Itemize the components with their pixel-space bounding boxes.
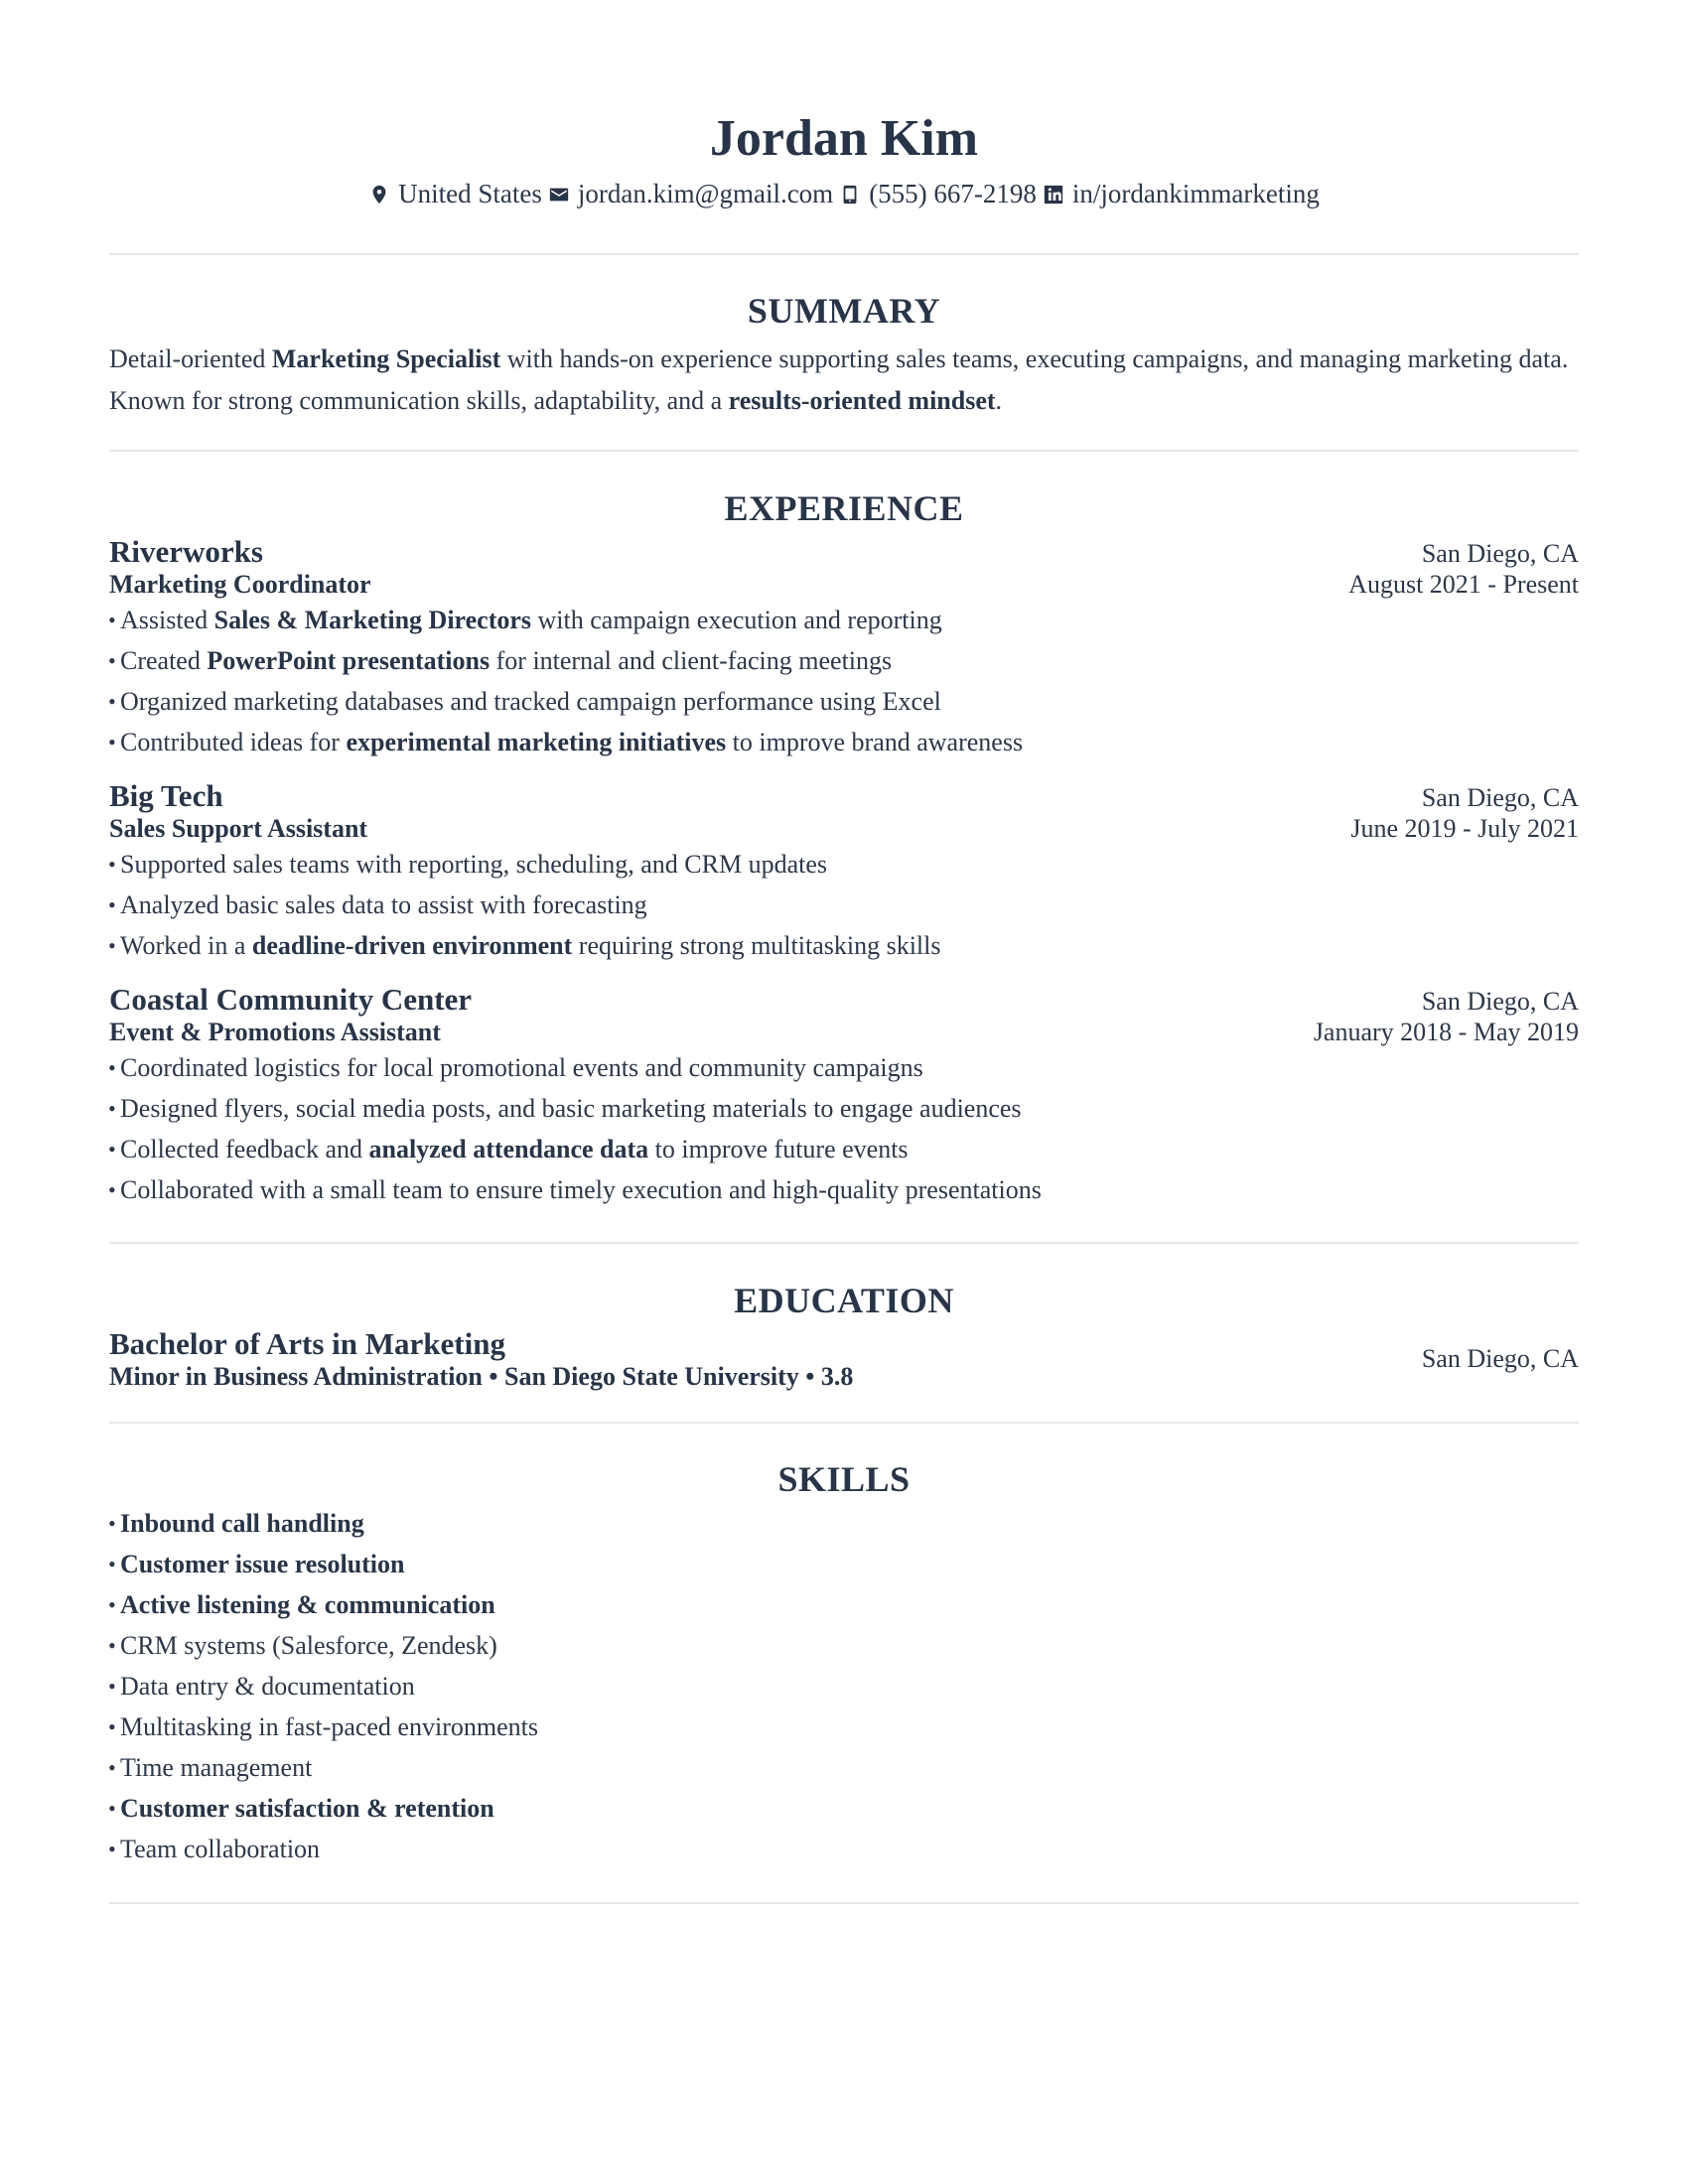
job-title: Event & Promotions Assistant <box>109 1018 441 1046</box>
summary-text-part: . <box>995 386 1003 415</box>
skill-text: Inbound call handling <box>120 1509 364 1538</box>
list-item <box>109 1169 1579 1210</box>
text-part: Organized marketing databases and tracked campaign performance using Excel <box>120 687 941 716</box>
skill-text: Multitasking in fast-paced environments <box>120 1712 538 1741</box>
skill-text: Team collaboration <box>120 1835 321 1863</box>
job-dates: June 2019 - July 2021 <box>1350 814 1579 843</box>
list-item <box>109 1788 1579 1829</box>
text-part: for internal and client-facing meetings <box>490 646 893 675</box>
skill-text: Data entry & documentation <box>120 1672 415 1701</box>
text-part: Collected feedback and <box>120 1135 369 1163</box>
education-location: San Diego, CA <box>1421 1344 1579 1373</box>
linkedin-text[interactable]: in/jordankimmarketing <box>1071 179 1320 208</box>
text-part: to improve brand awareness <box>726 728 1024 756</box>
experience-heading: EXPERIENCE <box>724 488 964 528</box>
text-part: Worked in a <box>120 931 252 960</box>
list-item <box>109 600 1579 640</box>
job-entry <box>109 534 1579 762</box>
list-item <box>109 1503 1579 1544</box>
text-part: Designed flyers, social media posts, and basic marketing materials to engage audiences <box>120 1094 1022 1123</box>
contact-linkedin[interactable] <box>1043 179 1320 209</box>
text-part: Analyzed basic sales data to assist with forecasting <box>120 890 647 919</box>
job-title: Marketing Coordinator <box>109 570 371 599</box>
list-item <box>109 1666 1579 1706</box>
job-bullets <box>109 600 1579 762</box>
skill-text: Active listening & communication <box>120 1590 495 1619</box>
text-part: to improve future events <box>648 1135 909 1163</box>
text-part: experimental marketing initiatives <box>346 728 727 756</box>
job-entry <box>109 778 1579 966</box>
skill-text: Customer satisfaction & retention <box>120 1794 494 1823</box>
email-icon <box>548 184 570 205</box>
job-header-row <box>109 534 1579 570</box>
text-part: requiring strong multitasking skills <box>572 931 941 960</box>
list-item <box>109 1129 1579 1169</box>
degree-details: Minor in Business Administration • San Diego State University • 3.8 <box>109 1362 854 1391</box>
job-location: San Diego, CA <box>1421 783 1579 812</box>
list-item <box>109 925 1579 966</box>
skill-text: CRM systems (Salesforce, Zendesk) <box>120 1631 497 1660</box>
skills-heading: SKILLS <box>777 1459 911 1499</box>
text-part: Coordinated logistics for local promotional events and community campaigns <box>120 1053 923 1082</box>
education-entry <box>109 1326 1579 1392</box>
text-part: Supported sales teams with reporting, scheduling, and CRM updates <box>120 850 828 879</box>
skill-text: Customer issue resolution <box>120 1550 405 1578</box>
divider <box>109 450 1579 452</box>
list-item <box>109 1088 1579 1129</box>
job-role-row <box>109 814 1579 844</box>
text-part: analyzed attendance data <box>368 1135 649 1163</box>
degree-title: Bachelor of Arts in Marketing <box>109 1326 505 1361</box>
contact-location <box>368 179 542 209</box>
job-header-row <box>109 982 1579 1018</box>
text-part: Assisted <box>120 606 214 634</box>
text-part: Collaborated with a small team to ensure timely execution and high-quality presentations <box>120 1175 1042 1204</box>
job-header-row <box>109 778 1579 814</box>
list-item <box>109 885 1579 925</box>
divider <box>109 253 1579 255</box>
contact-line <box>109 179 1579 209</box>
location-pin-icon <box>368 184 390 205</box>
education-left <box>109 1326 853 1392</box>
location-text: United States <box>398 179 542 208</box>
text-part: Contributed ideas for <box>120 728 347 756</box>
job-entry <box>109 982 1579 1210</box>
summary-text-part: Marketing Specialist <box>271 344 501 373</box>
skills-list <box>109 1503 1579 1869</box>
summary-section <box>109 289 1579 422</box>
divider <box>109 1242 1579 1244</box>
list-item <box>109 1047 1579 1088</box>
contact-email[interactable] <box>548 179 833 209</box>
job-title: Sales Support Assistant <box>109 814 368 843</box>
list-item <box>109 844 1579 885</box>
text-part: PowerPoint presentations <box>207 646 491 675</box>
education-section <box>109 1279 1579 1392</box>
text-part: Created <box>120 646 208 675</box>
summary-text-part: results-oriented mindset <box>728 386 996 415</box>
phone-icon <box>839 184 861 205</box>
phone-text[interactable]: (555) 667-2198 <box>869 179 1037 208</box>
text-part: Sales & Marketing Directors <box>213 606 532 634</box>
linkedin-icon <box>1043 184 1064 205</box>
summary-text-part: with hands-on experience supporting sales teams, executing campaigns, and managing marketing data. Known for strong communication skills, adaptability, and a <box>109 344 1569 415</box>
experience-section <box>109 486 1579 1210</box>
summary-text-part: Detail-oriented <box>109 344 272 373</box>
list-item <box>109 1625 1579 1666</box>
candidate-name: Jordan Kim <box>709 110 979 167</box>
job-dates: August 2021 - Present <box>1348 570 1579 599</box>
list-item <box>109 722 1579 762</box>
job-bullets <box>109 844 1579 966</box>
divider <box>109 1422 1579 1424</box>
resume-header <box>109 0 1579 209</box>
list-item <box>109 681 1579 722</box>
list-item <box>109 1584 1579 1625</box>
skill-text: Time management <box>120 1753 313 1782</box>
job-role-row <box>109 570 1579 600</box>
list-item <box>109 1706 1579 1747</box>
job-role-row <box>109 1018 1579 1047</box>
summary-heading: SUMMARY <box>747 291 941 331</box>
job-location: San Diego, CA <box>1421 539 1579 568</box>
text-part: deadline-driven environment <box>251 931 573 960</box>
job-bullets <box>109 1047 1579 1210</box>
company-name: Big Tech <box>109 778 223 813</box>
skills-section <box>109 1457 1579 1869</box>
education-heading: EDUCATION <box>734 1281 954 1320</box>
summary-paragraph <box>109 339 1579 422</box>
job-dates: January 2018 - May 2019 <box>1313 1018 1579 1046</box>
list-item <box>109 1829 1579 1869</box>
list-item <box>109 1747 1579 1788</box>
company-name: Coastal Community Center <box>109 982 473 1017</box>
text-part: with campaign execution and reporting <box>531 606 942 634</box>
company-name: Riverworks <box>109 534 263 569</box>
email-text[interactable]: jordan.kim@gmail.com <box>577 179 834 208</box>
list-item <box>109 1544 1579 1584</box>
divider <box>109 1902 1579 1904</box>
contact-phone[interactable] <box>839 179 1037 209</box>
list-item <box>109 640 1579 681</box>
job-location: San Diego, CA <box>1421 987 1579 1016</box>
